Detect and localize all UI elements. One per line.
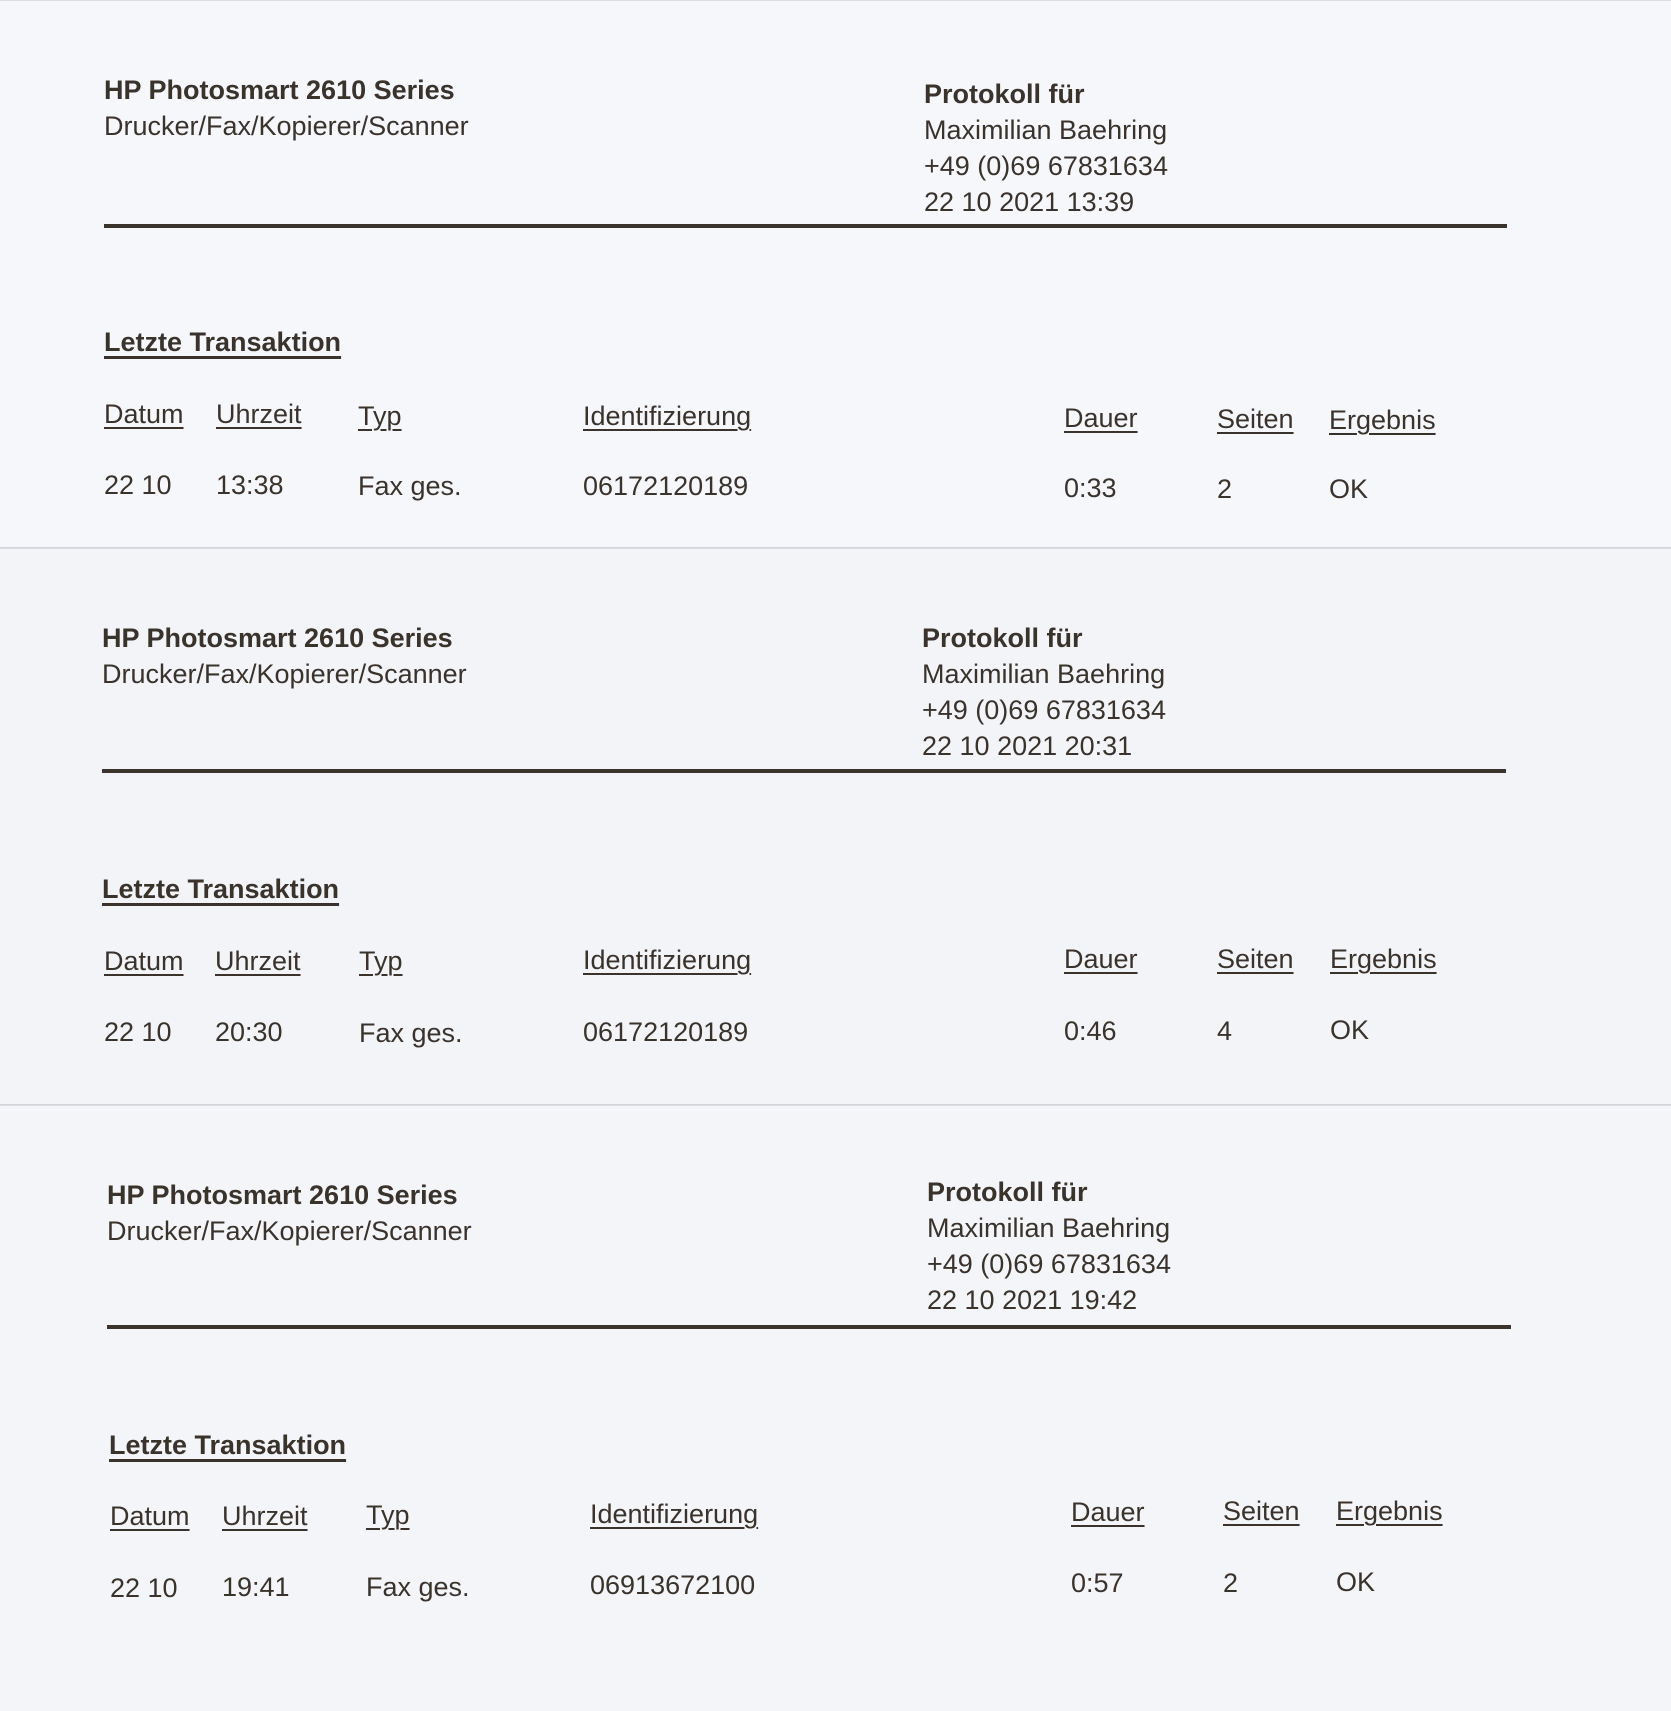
col-header-identifizierung: Identifizierung — [590, 1499, 759, 1529]
header-divider — [104, 224, 1507, 228]
fax-report-1 — [0, 0, 1671, 549]
protocol-label: Protokoll für — [924, 79, 1085, 109]
col-header-ergebnis: Ergebnis — [1336, 1496, 1443, 1526]
report-datetime: 22 10 2021 19:42 — [927, 1285, 1138, 1315]
device-type: Drucker/Fax/Kopierer/Scanner — [107, 1216, 472, 1246]
col-header-dauer: Dauer — [1064, 944, 1138, 974]
col-header-uhrzeit: Uhrzeit — [222, 1501, 308, 1531]
cell-dauer: 0:46 — [1064, 1016, 1117, 1046]
col-header-dauer: Dauer — [1064, 403, 1138, 433]
col-header-identifizierung: Identifizierung — [583, 945, 752, 975]
cell-datum: 22 10 — [104, 470, 172, 500]
cell-datum: 22 10 — [110, 1573, 178, 1603]
col-header-datum: Datum — [104, 399, 184, 429]
owner-name: Maximilian Baehring — [924, 115, 1168, 145]
cell-typ: Fax ges. — [358, 471, 462, 501]
device-type: Drucker/Fax/Kopierer/Scanner — [102, 659, 467, 689]
owner-name: Maximilian Baehring — [927, 1213, 1171, 1243]
col-header-uhrzeit: Uhrzeit — [216, 399, 302, 429]
cell-identifizierung: 06172120189 — [583, 471, 749, 501]
report-datetime: 22 10 2021 20:31 — [922, 731, 1133, 761]
col-header-typ: Typ — [358, 401, 402, 431]
fax-report-3 — [0, 1105, 1671, 1711]
device-name: HP Photosmart 2610 Series — [102, 623, 453, 653]
cell-datum: 22 10 — [104, 1017, 172, 1047]
cell-identifizierung: 06172120189 — [583, 1017, 749, 1047]
device-name: HP Photosmart 2610 Series — [107, 1180, 458, 1210]
cell-uhrzeit: 20:30 — [215, 1017, 283, 1047]
cell-ergebnis: OK — [1330, 1015, 1370, 1045]
fax-report-2 — [0, 548, 1671, 1106]
header-divider — [107, 1325, 1511, 1329]
cell-uhrzeit: 13:38 — [216, 470, 284, 500]
owner-phone: +49 (0)69 67831634 — [927, 1249, 1171, 1279]
owner-name: Maximilian Baehring — [922, 659, 1166, 689]
cell-seiten: 2 — [1217, 474, 1233, 504]
cell-dauer: 0:33 — [1064, 473, 1117, 503]
col-header-datum: Datum — [104, 946, 184, 976]
col-header-typ: Typ — [359, 946, 403, 976]
cell-ergebnis: OK — [1329, 474, 1369, 504]
cell-typ: Fax ges. — [366, 1572, 470, 1602]
col-header-seiten: Seiten — [1217, 404, 1294, 434]
col-header-seiten: Seiten — [1223, 1496, 1300, 1526]
header-divider — [102, 769, 1506, 773]
section-title: Letzte Transaktion — [109, 1430, 347, 1460]
device-type: Drucker/Fax/Kopierer/Scanner — [104, 111, 469, 141]
col-header-typ: Typ — [366, 1500, 410, 1530]
section-title: Letzte Transaktion — [104, 327, 342, 357]
owner-phone: +49 (0)69 67831634 — [924, 151, 1168, 181]
protocol-label: Protokoll für — [922, 623, 1083, 653]
section-title: Letzte Transaktion — [102, 874, 340, 904]
cell-typ: Fax ges. — [359, 1018, 463, 1048]
col-header-uhrzeit: Uhrzeit — [215, 946, 301, 976]
owner-phone: +49 (0)69 67831634 — [922, 695, 1166, 725]
cell-seiten: 2 — [1223, 1568, 1239, 1598]
col-header-seiten: Seiten — [1217, 944, 1294, 974]
col-header-ergebnis: Ergebnis — [1330, 944, 1437, 974]
report-datetime: 22 10 2021 13:39 — [924, 187, 1135, 217]
device-name: HP Photosmart 2610 Series — [104, 75, 455, 105]
protocol-label: Protokoll für — [927, 1177, 1088, 1207]
col-header-dauer: Dauer — [1071, 1497, 1145, 1527]
col-header-identifizierung: Identifizierung — [583, 401, 752, 431]
cell-seiten: 4 — [1217, 1016, 1233, 1046]
col-header-datum: Datum — [110, 1501, 190, 1531]
col-header-ergebnis: Ergebnis — [1329, 405, 1436, 435]
cell-ergebnis: OK — [1336, 1567, 1376, 1597]
cell-dauer: 0:57 — [1071, 1568, 1124, 1598]
cell-identifizierung: 06913672100 — [590, 1570, 756, 1600]
cell-uhrzeit: 19:41 — [222, 1572, 290, 1602]
